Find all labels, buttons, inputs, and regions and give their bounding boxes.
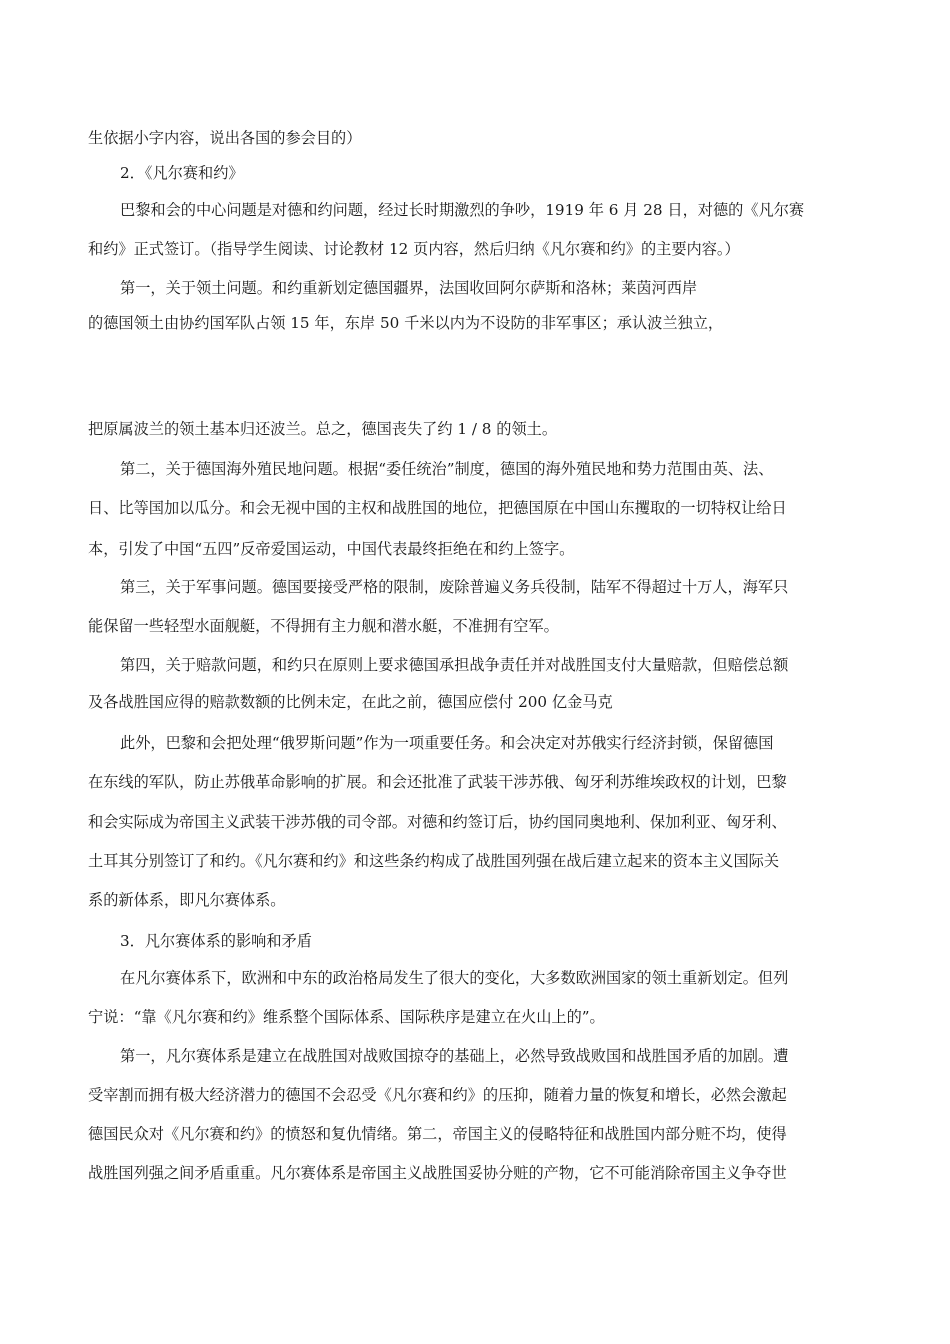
paragraph-line: 在东线的军队，防止苏俄革命影响的扩展。和会还批准了武装干涉苏俄、匈牙利苏维埃政权的计划，巴黎 <box>88 773 787 791</box>
paragraph-line: 日、比等国加以瓜分。和会无视中国的主权和战胜国的地位，把德国原在中国山东攫取的一切特权让给日 <box>88 499 787 517</box>
paragraph-line: 生依据小字内容，说出各国的参会目的） <box>88 129 362 147</box>
paragraph-line: 把原属波兰的领土基本归还波兰。总之，德国丧失了约 1 / 8 的领土。 <box>88 420 558 438</box>
paragraph-line: 能保留一些轻型水面舰艇，不得拥有主力舰和潜水艇，不准拥有空军。 <box>88 617 559 635</box>
paragraph-line: 第一，凡尔赛体系是建立在战胜国对战败国掠夺的基础上，必然导致战败国和战胜国矛盾的加剧。遭 <box>120 1047 789 1065</box>
paragraph-line: 受宰割而拥有极大经济潜力的德国不会忍受《凡尔赛和约》的压抑，随着力量的恢复和增长，必然会激起 <box>88 1086 787 1104</box>
section-heading: 2．《凡尔赛和约》 <box>120 164 244 182</box>
paragraph-line: 第三，关于军事问题。德国要接受严格的限制，废除普遍义务兵役制，陆军不得超过十万人，海军只 <box>120 578 789 596</box>
paragraph-line: 第一，关于领土问题。和约重新划定德国疆界，法国收回阿尔萨斯和洛林；莱茵河西岸 <box>120 279 698 297</box>
paragraph-line: 德国民众对《凡尔赛和约》的愤怒和复仇情绪。第二，帝国主义的侵略特征和战胜国内部分赃不均，使得 <box>88 1125 787 1143</box>
paragraph-line: 本，引发了中国“五四”反帝爱国运动，中国代表最终拒绝在和约上签字。 <box>88 540 575 558</box>
paragraph-line: 及各战胜国应得的赔款数额的比例未定，在此之前，德国应偿付 200 亿金马克 <box>88 693 613 711</box>
paragraph-line: 的德国领土由协约国军队占领 15 年，东岸 50 千米以内为不设防的非军事区；承认波兰独立， <box>88 314 724 332</box>
section-heading: 3．凡尔赛体系的影响和矛盾 <box>120 932 312 950</box>
paragraph-line: 在凡尔赛体系下，欧洲和中东的政治格局发生了很大的变化，大多数欧洲国家的领土重新划定。但列 <box>120 969 789 987</box>
paragraph-line: 和会实际成为帝国主义武装干涉苏俄的司令部。对德和约签订后，协约国同奥地利、保加利亚、匈牙利、 <box>88 813 787 831</box>
paragraph-line: 土耳其分别签订了和约。《凡尔赛和约》和这些条约构成了战胜国列强在战后建立起来的资本主义国际关 <box>88 852 780 870</box>
paragraph-line: 战胜国列强之间矛盾重重。凡尔赛体系是帝国主义战胜国妥协分赃的产物，它不可能消除帝国主义争夺世 <box>88 1164 787 1182</box>
paragraph-line: 第二，关于德国海外殖民地问题。根据“委任统治”制度，德国的海外殖民地和势力范围由英、法、 <box>120 460 774 478</box>
paragraph-line: 宁说：“靠《凡尔赛和约》维系整个国际体系、国际秩序是建立在火山上的”。 <box>88 1008 605 1026</box>
paragraph-line: 和约》正式签订。（指导学生阅读、讨论教材 12 页内容，然后归纳《凡尔赛和约》的主要内容。） <box>88 240 740 258</box>
paragraph-line: 此外，巴黎和会把处理“俄罗斯问题”作为一项重要任务。和会决定对苏俄实行经济封锁，保留德国 <box>120 734 774 752</box>
paragraph-line: 巴黎和会的中心问题是对德和约问题，经过长时期激烈的争吵，1919 年 6 月 28 日，对德的《凡尔赛 <box>120 201 805 219</box>
paragraph-line: 第四，关于赔款问题，和约只在原则上要求德国承担战争责任并对战胜国支付大量赔款，但赔偿总额 <box>120 656 789 674</box>
paragraph-line: 系的新体系，即凡尔赛体系。 <box>88 891 286 909</box>
